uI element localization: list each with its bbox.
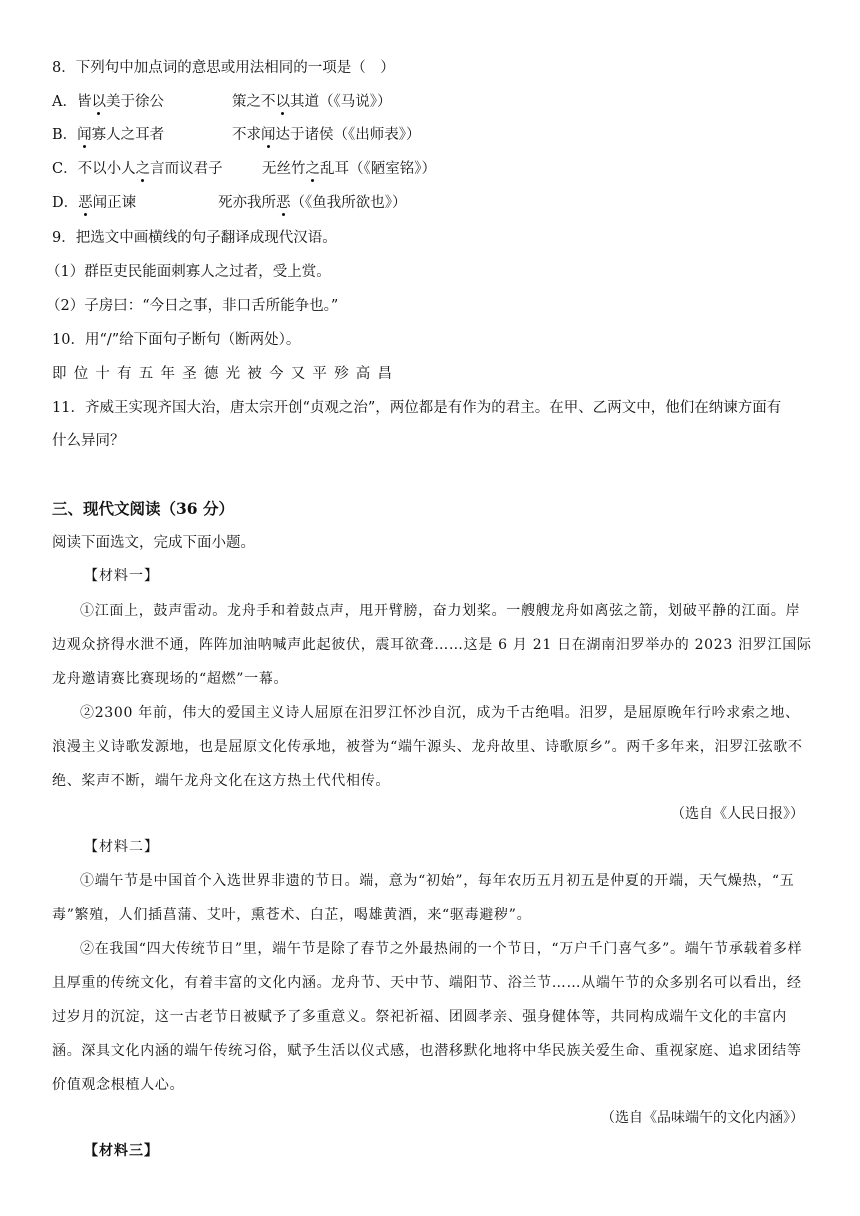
- q9-sentence-2: （2）子房曰：“今日之事，非口舌所能争也。”: [46, 298, 339, 314]
- q8-option-b: B．闻寡人之耳者: [52, 127, 165, 143]
- section-heading: 三、现代文阅读（36 分）: [52, 499, 234, 518]
- option-label: C．: [52, 161, 78, 177]
- material-1-label: 【材料一】: [84, 568, 159, 584]
- dotted-char: 以: [275, 94, 290, 110]
- dotted-char: 之: [135, 161, 151, 177]
- dotted-char: 以: [91, 94, 106, 110]
- material-1-paragraph-2: ②2300 年前，伟大的爱国主义诗人屈原在汨罗江怀沙自沉，成为千古绝唱。汨罗，是屈原晚年行吟求索之地、浪漫主义诗歌发源地，也是屈原文化传承地，被誉为“端午源头、龙舟故里、诗歌原乡”。两千多年来，汨罗江弦歌不绝、桨声不断，端午龙舟文化在这方热土代代相传。: [52, 705, 803, 789]
- q8-option-a: A．皆以美于徐公: [52, 94, 164, 110]
- q11-line-2: 什么异同？: [52, 433, 125, 449]
- q8-option-d-b: 死亦我所恶（《鱼我所欲也》）: [218, 195, 407, 211]
- material-2-paragraph-2: ②在我国“四大传统节日”里，端午节是除了春节之外最热闹的一个节日，“万户千门喜气多”。端午节承载着多样且厚重的传统文化，有着丰富的文化内涵。龙舟节、天中节、端阳节、浴兰节……从端午节的众多别名可以看出，经过岁月的沉淀，这一古老节日被赋予了多重意义。祭祀祈福、团圆孝亲、强身健体等，共同构成端午文化的丰富内涵。深具文化内涵的端午传统习俗，赋予生活以仪式感，也潜移默化地将中华民族关爱生命、重视家庭、追求团结等价值观念根植人心。: [52, 941, 803, 1093]
- material-3-label: 【材料三】: [84, 1143, 159, 1159]
- dotted-char: 闻: [261, 127, 276, 143]
- q9-sentence-1: （1）群臣吏民能面刺寡人之过者，受上赏。: [46, 264, 331, 280]
- material-2-label: 【材料二】: [84, 839, 159, 855]
- option-label: B．: [52, 127, 78, 143]
- q9-stem: 9．把选文中画横线的句子翻译成现代汉语。: [52, 230, 337, 246]
- material-2-source: （选自《品味端午的文化内涵》）: [601, 1110, 804, 1126]
- q8-option-c: C．不以小人之言而议君子: [52, 161, 223, 177]
- q8-stem: 8．下列句中加点词的意思或用法相同的一项是（ ）: [52, 60, 395, 76]
- option-label: A．: [52, 94, 77, 110]
- material-1-paragraph-1: ①江面上，鼓声雷动。龙舟手和着鼓点声，甩开臂膀，奋力划桨。一艘艘龙舟如离弦之箭，划破平静的江面。岸边观众挤得水泄不通，阵阵加油呐喊声此起彼伏，震耳欲聋……这是 6 月 21 日在湖南汨罗举办的 2023 汨罗江国际龙舟邀请赛比赛现场的“超燃”一幕。: [52, 603, 812, 687]
- dotted-char: 之: [305, 161, 320, 177]
- q8-option-c-b: 无丝竹之乱耳（《陋室铭》）: [262, 161, 436, 177]
- section-instruction: 阅读下面选文，完成下面小题。: [52, 535, 255, 551]
- q10-sentence: 即位十有五年圣德光被今又平殄高昌: [52, 366, 400, 382]
- material-1-source: （选自《人民日报》）: [671, 806, 804, 822]
- q8-option-d: D．恶闻正谏: [52, 195, 137, 211]
- dotted-char: 闻: [77, 127, 92, 143]
- dotted-char: 恶: [276, 195, 291, 211]
- material-2-paragraph-1: ①端午节是中国首个入选世界非遗的节日。端，意为“初始”，每年农历五月初五是仲夏的开端，天气燥热，“五毒”繁殖，人们插菖蒲、艾叶，熏苍术、白芷，喝雄黄酒，来“驱毒避秽”。: [52, 873, 795, 923]
- q8-option-b-b: 不求闻达于诸侯（《出师表》）: [232, 127, 421, 143]
- q11-line-1: 11．齐威王实现齐国大治，唐太宗开创“贞观之治”，两位都是有作为的君主。在甲、乙两文中，他们在纳谏方面有: [52, 400, 782, 416]
- q10-stem: 10．用“/”给下面句子断句（断两处）。: [52, 332, 301, 348]
- q8-option-a-b: 策之不以其道（《马说》）: [232, 94, 392, 110]
- dotted-char: 恶: [78, 195, 93, 211]
- option-label: D．: [52, 195, 79, 211]
